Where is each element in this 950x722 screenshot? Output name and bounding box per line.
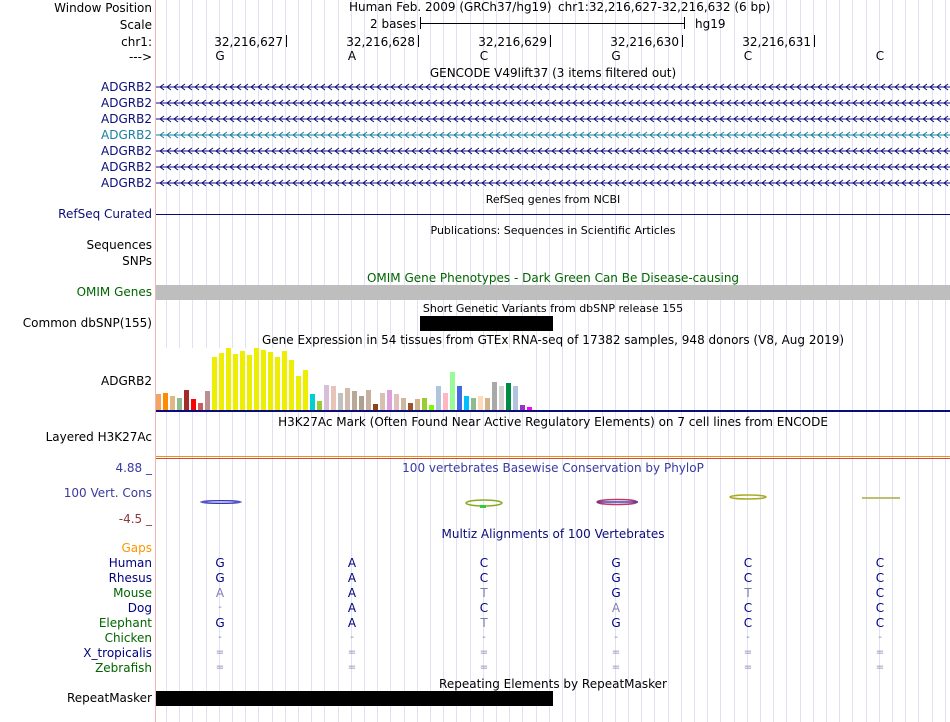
gencode-gene-label[interactable]: ADGRB2: [101, 160, 152, 174]
publications-label[interactable]: Sequences: [86, 238, 152, 252]
multiz-base: A: [347, 616, 357, 630]
multiz-species-label[interactable]: Chicken: [104, 631, 152, 645]
multiz-base: C: [875, 601, 885, 615]
multiz-base: =: [743, 662, 753, 673]
phylop-label[interactable]: 100 Vert. Cons: [63, 486, 152, 500]
multiz-species-label[interactable]: Dog: [127, 601, 152, 615]
dna-base: C: [875, 49, 885, 63]
multiz-base: G: [215, 616, 225, 630]
multiz-base: -: [746, 632, 750, 643]
multiz-base: A: [347, 601, 357, 615]
gencode-gene-label[interactable]: ADGRB2: [101, 144, 152, 158]
dbsnp-label[interactable]: Common dbSNP(155): [22, 316, 152, 330]
multiz-base: T: [744, 586, 752, 600]
gencode-gene-label[interactable]: ADGRB2: [101, 80, 152, 94]
multiz-base: C: [743, 556, 753, 570]
gencode-gene-label[interactable]: ADGRB2: [101, 96, 152, 110]
multiz-base: T: [480, 586, 488, 600]
phylop-mark-1: [200, 501, 242, 504]
publications-title[interactable]: Publications: Sequences in Scientific Articles: [430, 224, 676, 237]
multiz-base: T: [480, 616, 488, 630]
phylop-title[interactable]: 100 vertebrates Basewise Conservation by PhyloP: [402, 461, 704, 475]
multiz-species-label[interactable]: X_tropicalis: [83, 646, 152, 660]
multiz-base: =: [611, 662, 621, 673]
dna-base: C: [743, 49, 753, 63]
coordinate-label: 32,216,627: [214, 35, 283, 49]
dbsnp-title[interactable]: Short Genetic Variants from dbSNP release 155: [422, 302, 684, 315]
multiz-base: -: [482, 632, 486, 643]
dna-base: G: [215, 49, 225, 63]
multiz-base: -: [218, 602, 222, 613]
multiz-base: -: [878, 632, 882, 643]
coordinate-label: 32,216,629: [478, 35, 547, 49]
multiz-species-label[interactable]: Elephant: [98, 616, 152, 630]
gencode-gene-label[interactable]: ADGRB2: [101, 128, 152, 142]
multiz-base: A: [347, 556, 357, 570]
multiz-base: G: [611, 586, 621, 600]
position-text: chr1:32,216,627-32,216,632 (6 bp): [558, 0, 771, 14]
h3k27ac-label[interactable]: Layered H3K27Ac: [45, 430, 152, 444]
multiz-base: G: [611, 571, 621, 585]
multiz-species-label[interactable]: Mouse: [113, 586, 152, 600]
refseq-label[interactable]: RefSeq Curated: [58, 207, 152, 221]
multiz-base: =: [875, 662, 885, 673]
multiz-base: C: [875, 556, 885, 570]
refseq-title[interactable]: RefSeq genes from NCBI: [485, 193, 621, 206]
phylop-mark-2: [466, 500, 502, 508]
phylop-mark-3: [597, 500, 638, 505]
multiz-base: A: [347, 571, 357, 585]
multiz-base: =: [743, 647, 753, 658]
multiz-base: C: [479, 556, 489, 570]
multiz-base: =: [347, 647, 357, 658]
scale-db: hg19: [695, 17, 726, 31]
dna-base: C: [479, 49, 489, 63]
window-position-label: Window Position: [54, 1, 152, 15]
multiz-base: =: [479, 662, 489, 673]
multiz-base: =: [215, 647, 225, 658]
strand-label: --->: [128, 50, 152, 64]
multiz-base: =: [347, 662, 357, 673]
gencode-gene-label[interactable]: ADGRB2: [101, 112, 152, 126]
coordinate-label: 32,216,630: [610, 35, 679, 49]
gencode-gene-label[interactable]: ADGRB2: [101, 176, 152, 190]
multiz-base: C: [875, 616, 885, 630]
multiz-base: A: [347, 586, 357, 600]
multiz-species-label[interactable]: Human: [108, 556, 152, 570]
phylop-mark-4: [730, 495, 766, 499]
multiz-base: A: [215, 586, 225, 600]
gencode-title[interactable]: GENCODE V49lift37 (3 items filtered out): [429, 66, 677, 80]
omim-label[interactable]: OMIM Genes: [76, 285, 152, 299]
gaps-label: Gaps: [121, 541, 152, 555]
multiz-base: G: [215, 556, 225, 570]
multiz-base: C: [875, 586, 885, 600]
multiz-base: G: [611, 556, 621, 570]
scale-value: 2 bases: [370, 17, 417, 31]
gtex-title[interactable]: Gene Expression in 54 tissues from GTEx RNA-seq of 17382 samples, 948 donors (V8, Aug 2019): [261, 333, 845, 347]
scale-label: Scale: [119, 18, 152, 32]
multiz-base: C: [479, 571, 489, 585]
multiz-base: C: [743, 616, 753, 630]
assembly-name: Human Feb. 2009 (GRCh37/hg19): [349, 0, 552, 14]
omim-title[interactable]: OMIM Gene Phenotypes - Dark Green Can Be Disease-causing: [366, 271, 740, 285]
repeatmasker-label[interactable]: RepeatMasker: [66, 691, 152, 705]
gtex-label[interactable]: ADGRB2: [101, 374, 152, 388]
multiz-species-label[interactable]: Rhesus: [108, 571, 152, 585]
multiz-base: G: [215, 571, 225, 585]
multiz-base: =: [611, 647, 621, 658]
multiz-base: C: [743, 601, 753, 615]
snps-label[interactable]: SNPs: [122, 254, 152, 268]
multiz-base: C: [743, 571, 753, 585]
multiz-base: =: [875, 647, 885, 658]
h3k27ac-title[interactable]: H3K27Ac Mark (Often Found Near Active Regulatory Elements) on 7 cell lines from ENCODE: [278, 415, 828, 429]
multiz-base: =: [479, 647, 489, 658]
multiz-species-label[interactable]: Zebrafish: [95, 661, 152, 675]
dna-base: G: [611, 49, 621, 63]
multiz-base: -: [218, 632, 222, 643]
coordinate-label: 32,216,631: [742, 35, 811, 49]
dna-base: A: [347, 49, 357, 63]
multiz-title[interactable]: Multiz Alignments of 100 Vertebrates: [441, 527, 665, 541]
coordinate-label: 32,216,628: [346, 35, 415, 49]
repeatmasker-title[interactable]: Repeating Elements by RepeatMasker: [439, 677, 667, 691]
multiz-base: -: [614, 632, 618, 643]
multiz-base: -: [350, 632, 354, 643]
multiz-base: =: [215, 662, 225, 673]
multiz-base: A: [611, 601, 621, 615]
multiz-base: C: [479, 601, 489, 615]
phylop-max-label: 4.88 _: [115, 461, 152, 475]
multiz-base: C: [875, 571, 885, 585]
chrom-label: chr1:: [121, 35, 152, 49]
multiz-base: G: [611, 616, 621, 630]
phylop-min-label: -4.5 _: [118, 512, 152, 526]
repeatmasker-block[interactable]: [156, 691, 553, 706]
